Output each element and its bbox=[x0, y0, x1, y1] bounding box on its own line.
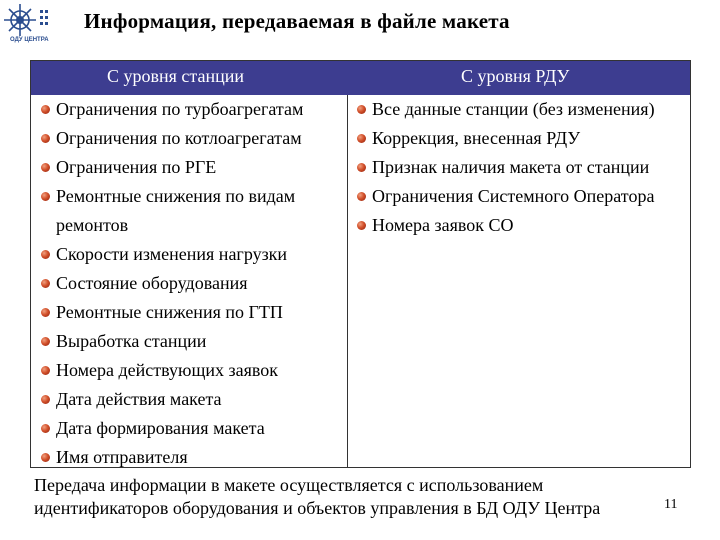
bullet-icon bbox=[357, 134, 366, 143]
list-item: Номера заявок СО bbox=[357, 211, 655, 240]
column-header-rdu: С уровня РДУ bbox=[461, 66, 570, 86]
list-item: Коррекция, внесенная РДУ bbox=[357, 124, 655, 153]
list-item: Ограничения по котлоагрегатам bbox=[41, 124, 303, 153]
list-item: Номера действующих заявок bbox=[41, 356, 303, 385]
station-items-list bbox=[41, 95, 303, 472]
bullet-icon bbox=[41, 337, 50, 346]
list-item-continuation: ремонтов bbox=[56, 215, 129, 235]
bullet-icon bbox=[357, 163, 366, 172]
list-item: Все данные станции (без изменения) bbox=[357, 95, 655, 124]
info-table bbox=[30, 60, 691, 468]
list-item: Ограничения Системного Оператора bbox=[357, 182, 655, 211]
bullet-icon bbox=[41, 250, 50, 259]
rdu-items-list bbox=[357, 95, 655, 240]
footer-line-1: Передача информации в макете осуществляется с использованием bbox=[34, 475, 544, 495]
page-number: 11 bbox=[664, 497, 678, 512]
list-item: Ремонтные снижения по видам bbox=[41, 182, 303, 211]
bullet-icon bbox=[357, 221, 366, 230]
bullet-icon bbox=[41, 453, 50, 462]
bullet-icon bbox=[41, 308, 50, 317]
grid-company-logo-icon bbox=[2, 2, 58, 38]
footer-note bbox=[34, 474, 600, 520]
list-item: Признак наличия макета от станции bbox=[357, 153, 655, 182]
column-divider bbox=[347, 95, 348, 467]
bullet-icon bbox=[41, 279, 50, 288]
list-item: Выработка станции bbox=[41, 327, 303, 356]
footer-line-2: идентификаторов оборудования и объектов управления в БД ОДУ Центра bbox=[34, 498, 601, 518]
list-item: Имя отправителя bbox=[41, 443, 303, 472]
bullet-icon bbox=[41, 395, 50, 404]
bullet-icon bbox=[41, 366, 50, 375]
bullet-icon bbox=[41, 163, 50, 172]
list-item: Ограничения по РГЕ bbox=[41, 153, 303, 182]
company-logo bbox=[2, 2, 58, 46]
list-item: Скорости изменения нагрузки bbox=[41, 240, 303, 269]
list-item: Ограничения по турбоагрегатам bbox=[41, 95, 303, 124]
list-item: Дата действия макета bbox=[41, 385, 303, 414]
bullet-icon bbox=[41, 192, 50, 201]
list-item: Дата формирования макета bbox=[41, 414, 303, 443]
list-item: Ремонтные снижения по ГТП bbox=[41, 298, 303, 327]
table-header bbox=[31, 61, 690, 95]
bullet-icon bbox=[41, 134, 50, 143]
bullet-icon bbox=[41, 105, 50, 114]
logo-caption: ОДУ ЦЕНТРА bbox=[10, 37, 49, 43]
bullet-icon bbox=[41, 424, 50, 433]
list-item: Состояние оборудования bbox=[41, 269, 303, 298]
bullet-icon bbox=[357, 192, 366, 201]
page-title: Информация, передаваемая в файле макета bbox=[84, 9, 510, 33]
column-header-station: С уровня станции bbox=[107, 66, 245, 86]
bullet-icon bbox=[357, 105, 366, 114]
